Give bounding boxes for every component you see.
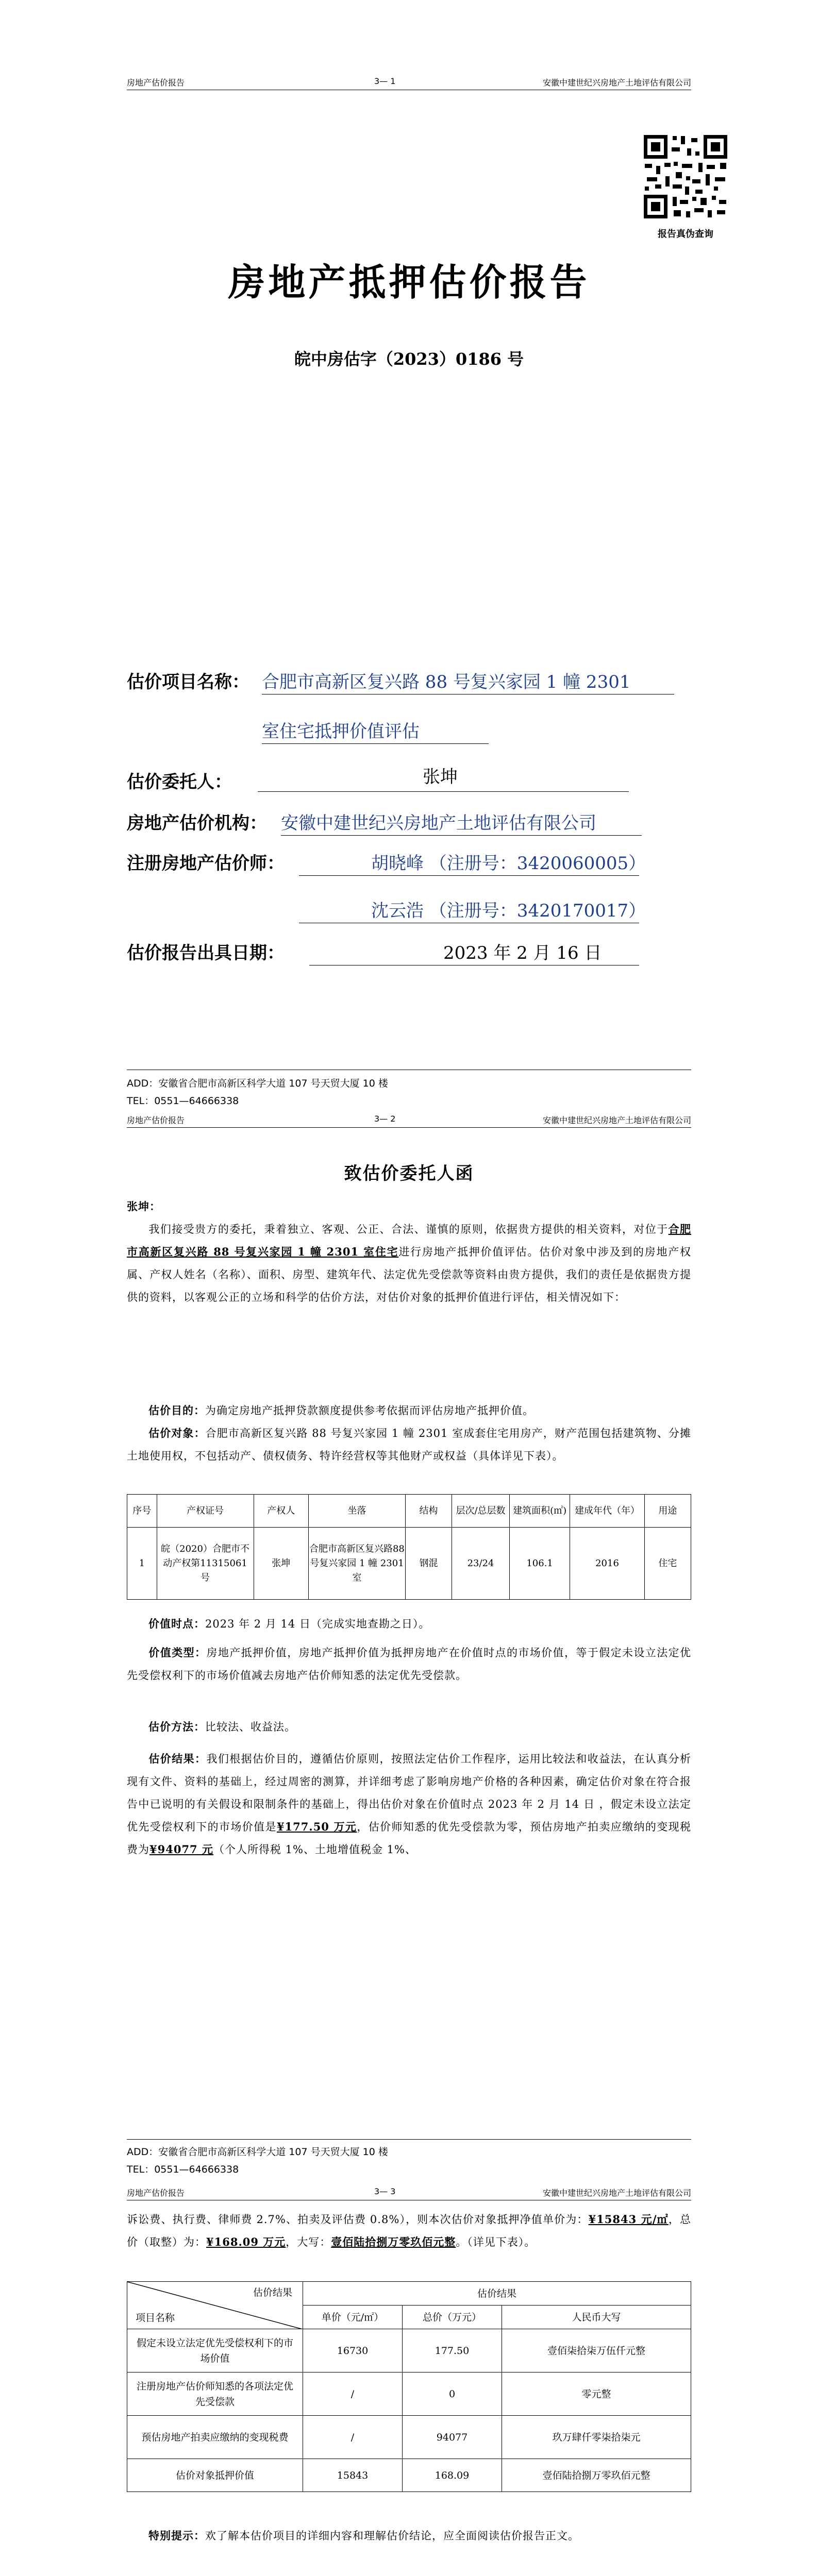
table-cell: 合肥市高新区复兴路88 号复兴家园 1 幢 2301 室 xyxy=(308,1528,405,1600)
continuation-text-4: 。（详见下表）。 xyxy=(456,2236,536,2248)
field-value-agency: 安徽中建世纪兴房地产土地评估有限公司 xyxy=(281,813,596,834)
property-table-header xyxy=(127,1495,691,1528)
header-page-number: 3— 1 xyxy=(374,76,396,86)
col-header: 建筑面积(㎡) xyxy=(509,1495,570,1528)
col-header: 总价（万元） xyxy=(403,2306,502,2329)
col-header: 结构 xyxy=(405,1495,452,1528)
market-value: ¥177.50 万元 xyxy=(276,1820,357,1833)
report-title: 房地产抵押估价报告 xyxy=(228,260,590,304)
field-value-appraiser-1: 胡晓峰 （注册号：3420060005） xyxy=(371,853,646,874)
table-cell: 94077 xyxy=(403,2416,502,2459)
col-header: 产权人 xyxy=(254,1495,308,1528)
special-label: 特别提示： xyxy=(148,2529,205,2542)
table-cell: 假定未设立法定优先受偿权利下的市场价值 xyxy=(127,2329,303,2372)
letter-paragraph-1 xyxy=(127,1218,691,1309)
method-text: 比较法、收益法。 xyxy=(205,1721,296,1733)
field-label-project: 估价项目名称： xyxy=(127,672,249,692)
field-value-project-2: 室住宅抵押价值评估 xyxy=(262,721,420,742)
special-text: 欢了解本估价项目的详细内容和理解估价结论，应全面阅读估价报告正文。 xyxy=(205,2530,579,2542)
field-underline xyxy=(281,835,642,836)
object-text: 合肥市高新区复兴路 88 号复兴家园 1 幢 2301 室成套住宅用房产，财产范围包括建筑物、分摊土地使用权，不包括动产、债权债务、特许经营权等其他财产或权益（具体详见下表）。 xyxy=(127,1427,692,1462)
report-number: 皖中房估字（2023）0186 号 xyxy=(294,349,524,369)
letter-object xyxy=(127,1422,691,1467)
result-table xyxy=(127,2281,691,2492)
tax-value: ¥94077 元 xyxy=(149,1843,213,1856)
group-header: 估价结果 xyxy=(303,2282,691,2306)
result-continuation xyxy=(127,2208,691,2253)
letter-value-date xyxy=(127,1613,691,1635)
result-text-3: （个人所得税 1%、土地增值税金 1%、 xyxy=(213,1843,416,1856)
qr-code-icon xyxy=(642,133,729,221)
table-cell: 16730 xyxy=(303,2329,403,2372)
corner-cell xyxy=(127,2282,303,2329)
field-label-agency: 房地产估价机构： xyxy=(127,813,267,834)
method-label: 估价方法： xyxy=(148,1720,205,1733)
special-note xyxy=(127,2524,691,2547)
table-cell: / xyxy=(303,2416,403,2459)
table-cell: 注册房地产估价师知悉的各项法定优先受偿款 xyxy=(127,2372,303,2416)
table-cell: 壹佰柒拾柒万伍仟元整 xyxy=(502,2329,691,2372)
header-left: 房地产估价报告 xyxy=(127,2188,185,2198)
net-total-words: 壹佰陆拾捌万零玖佰元整 xyxy=(331,2235,456,2248)
table-cell: 钢混 xyxy=(405,1528,452,1600)
field-underline xyxy=(262,743,489,744)
header-left: 房地产估价报告 xyxy=(127,78,185,88)
net-total-price: ¥168.09 万元 xyxy=(206,2235,286,2248)
field-value-appraiser-2: 沈云浩 （注册号：3420170017） xyxy=(371,901,646,921)
p1-address: 合肥市高新区复兴路 88 号复兴家园 1 幢 2301 室住宅 xyxy=(127,1223,691,1258)
property-table xyxy=(127,1494,691,1600)
header-page-number: 3— 3 xyxy=(374,2187,396,2196)
table-cell: 168.09 xyxy=(403,2459,502,2492)
continuation-text-3: ，大写： xyxy=(286,2236,331,2248)
table-cell: 皖（2020）合肥市不动产权第11315061 号 xyxy=(157,1528,254,1600)
table-cell: 张坤 xyxy=(254,1528,308,1600)
table-row xyxy=(127,2372,691,2416)
footer-address: ADD：安徽省合肥市高新区科学大道 107 号天贸大厦 10 楼 xyxy=(127,2146,388,2158)
page-header xyxy=(127,1114,691,1126)
qr-caption: 报告真伪查询 xyxy=(658,229,713,240)
net-unit-price: ¥15843 元/㎡ xyxy=(588,2213,669,2226)
field-label-appraisers: 注册房地产估价师： xyxy=(127,853,285,874)
page-header xyxy=(127,2187,691,2199)
type-label: 价值类型： xyxy=(148,1646,207,1659)
result-text-2: ，估价师知悉的优先受偿款为零，预估房地产拍卖应缴纳的变现税费为 xyxy=(127,1821,692,1856)
purpose-text: 为确定房地产抵押贷款额度提供参考依据而评估房地产抵押价值。 xyxy=(205,1404,534,1417)
col-header: 层次/总层数 xyxy=(452,1495,510,1528)
result-text: 我们根据估价目的，遵循估价原则，按照法定估价工作程序，运用比较法和收益法，在认真分析现有文件、资料的基础上，经过周密的测算，并详细考虑了影响房地产价格的各种因素，确定估价对象在符合报告中已说明的有关假设和限制条件的基础上，得出估价对象在价值时点 2023 年 2 月 14 日 ，假定未设立法定优先受偿权利下的市场价值是 xyxy=(127,1753,692,1833)
table-cell: / xyxy=(303,2372,403,2416)
continuation-text: 诉讼费、执行费、律师费 2.7%、拍卖及评估费 0.8%），则本次估价对象抵押净值单价为： xyxy=(127,2213,589,2226)
table-cell: 估价对象抵押价值 xyxy=(127,2459,303,2492)
footer-address: ADD：安徽省合肥市高新区科学大道 107 号天贸大厦 10 楼 xyxy=(127,1078,388,1089)
corner-top-label: 估价结果 xyxy=(253,2287,292,2298)
col-header: 坐落 xyxy=(308,1495,405,1528)
header-right: 安徽中建世纪兴房地产土地评估有限公司 xyxy=(542,1115,691,1125)
page-footer xyxy=(127,2143,388,2178)
page-footer xyxy=(127,1075,388,1110)
table-cell: 23/24 xyxy=(452,1528,510,1600)
letter-result xyxy=(127,1748,691,1861)
table-cell: 零元整 xyxy=(502,2372,691,2416)
date-label: 价值时点： xyxy=(148,1617,205,1630)
footer-tel: TEL：0551—64666338 xyxy=(127,1095,239,1107)
field-label-client: 估价委托人： xyxy=(127,772,232,792)
table-cell: 预估房地产拍卖应缴纳的变现税费 xyxy=(127,2416,303,2459)
col-header: 产权证号 xyxy=(157,1495,254,1528)
p1-text: 我们接受贵方的委托，秉着独立、客观、公正、合法、谨慎的原则，依据贵方提供的相关资料，对位于 xyxy=(148,1223,669,1235)
col-header: 单价（元/㎡） xyxy=(303,2306,403,2329)
table-cell: 177.50 xyxy=(403,2329,502,2372)
table-row xyxy=(127,2459,691,2492)
continuation-text-2: ，总价（取整）为： xyxy=(127,2213,691,2248)
table-cell: 2016 xyxy=(570,1528,644,1600)
field-label-date: 估价报告出具日期： xyxy=(127,943,285,963)
footer-rule xyxy=(127,2139,691,2140)
p1-text-2: 进行房地产抵押价值评估。估价对象中涉及到的房地产权属、产权人姓名（名称）、面积、房型、建筑年代、法定优先受偿款等资料由贵方提供，我们的责任是依据贵方提供的资料，以客观公正的立场和科学的估价方法，对估价对象的抵押价值进行评估，相关情况如下： xyxy=(127,1246,691,1303)
salutation: 张坤： xyxy=(127,1200,161,1213)
table-cell: 玖万肆仟零柒拾柒元 xyxy=(502,2416,691,2459)
page-header xyxy=(127,76,691,89)
table-cell: 壹佰陆拾捌万零玖佰元整 xyxy=(502,2459,691,2492)
table-cell: 0 xyxy=(403,2372,502,2416)
letter-value-type xyxy=(127,1641,691,1687)
letter-title: 致估价委托人函 xyxy=(344,1163,474,1184)
header-right: 安徽中建世纪兴房地产土地评估有限公司 xyxy=(542,2188,691,2198)
col-header: 人民币大写 xyxy=(502,2306,691,2329)
table-cell: 1 xyxy=(127,1528,157,1600)
letter-salutation xyxy=(127,1195,691,1218)
field-value-client: 张坤 xyxy=(423,767,458,787)
corner-bottom-label: 项目名称 xyxy=(136,2312,175,2324)
field-underline xyxy=(299,875,639,876)
table-cell: 15843 xyxy=(303,2459,403,2492)
type-text: 房地产抵押价值，房地产抵押价值为抵押房地产在价值时点的市场价值，等于假定未设立法定优先受偿权利下的市场价值减去房地产估价师知悉的法定优先受偿款。 xyxy=(127,1647,692,1682)
qr-code[interactable] xyxy=(642,133,729,221)
header-rule xyxy=(127,1127,691,1128)
header-right: 安徽中建世纪兴房地产土地评估有限公司 xyxy=(542,78,691,88)
object-label: 估价对象： xyxy=(148,1427,206,1439)
letter-method xyxy=(127,1716,691,1738)
result-label: 估价结果： xyxy=(148,1752,207,1765)
header-left: 房地产估价报告 xyxy=(127,1115,185,1125)
letter-purpose xyxy=(127,1399,691,1422)
result-table-header xyxy=(127,2282,691,2306)
header-page-number: 3— 2 xyxy=(374,1114,396,1124)
field-value-project: 合肥市高新区复兴路 88 号复兴家园 1 幢 2301 xyxy=(262,672,631,692)
col-header: 用途 xyxy=(644,1495,691,1528)
table-row xyxy=(127,2416,691,2459)
date-text: 2023 年 2 月 14 日（完成实地查勘之日）。 xyxy=(205,1618,430,1630)
col-header: 序号 xyxy=(127,1495,157,1528)
table-row xyxy=(127,2329,691,2372)
table-cell: 106.1 xyxy=(509,1528,570,1600)
table-row xyxy=(127,1528,691,1600)
field-underline xyxy=(258,791,629,792)
col-header: 建成年代（年） xyxy=(570,1495,644,1528)
purpose-label: 估价目的： xyxy=(148,1404,205,1417)
table-cell: 住宅 xyxy=(644,1528,691,1600)
field-value-date: 2023 年 2 月 16 日 xyxy=(443,943,602,963)
footer-tel: TEL：0551—64666338 xyxy=(127,2164,239,2175)
